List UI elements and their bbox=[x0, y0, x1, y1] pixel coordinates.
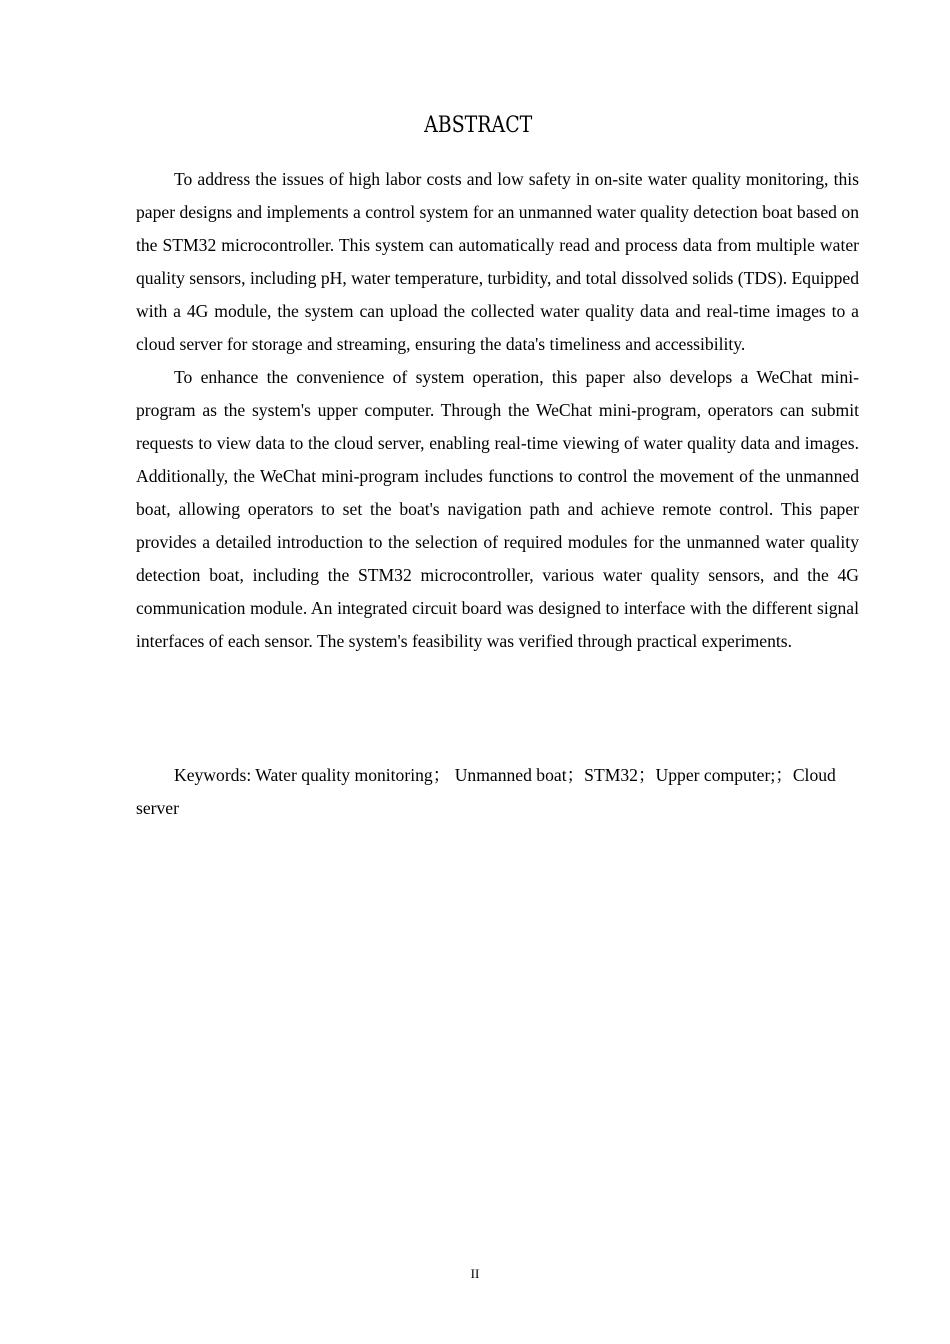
abstract-paragraph-2: To enhance the convenience of system operation, this paper also develops a WeChat mini-program as the system's upper computer. Through the WeChat mini-program, operators can submit requests to view data to the cloud server, enabling real-time viewing of water quality data and images. Additionally, the WeChat mini-program includes functions to control the movement of the unmanned boat, allowing operators to set the boat's navigation path and achieve remote control. This paper provides a detailed introduction to the selection of required modules for the unmanned water quality detection boat, including the STM32 microcontroller, various water quality sensors, and the 4G communication module. An integrated circuit board was designed to interface with the different signal interfaces of each sensor. The system's feasibility was verified through practical experiments. bbox=[136, 367, 859, 651]
abstract-title: ABSTRACT bbox=[424, 113, 533, 138]
abstract-paragraph-1: To address the issues of high labor costs and low safety in on-site water quality monitoring, this paper designs and implements a control system for an unmanned water quality detection boat based on the STM32 microcontroller. This system can automatically read and process data from multiple water quality sensors, including pH, water temperature, turbidity, and total dissolved solids (TDS). Equipped with a 4G module, the system can upload the collected water quality data and real-time images to a cloud server for storage and streaming, ensuring the data's timeliness and accessibility. bbox=[136, 169, 859, 354]
keywords-line: Keywords: Water quality monitoring； Unmanned boat；STM32；Upper computer;；Cloud server bbox=[136, 765, 836, 818]
abstract-body bbox=[136, 163, 859, 658]
page-number: II bbox=[470, 1266, 480, 1281]
